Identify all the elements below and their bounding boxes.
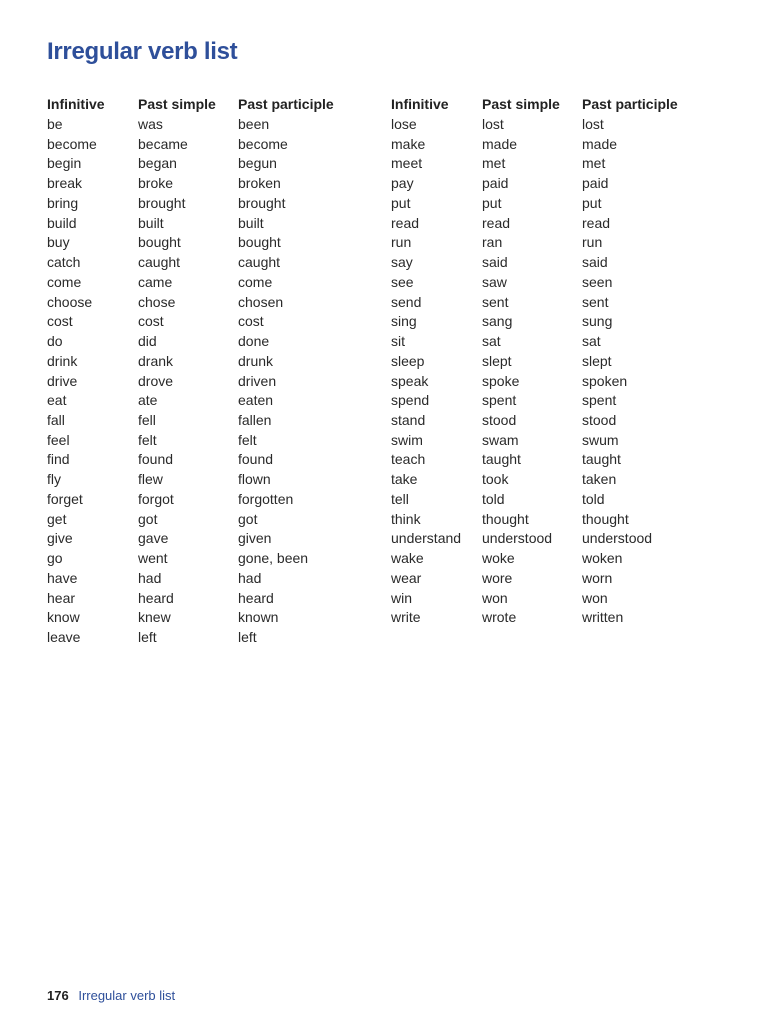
table-row: [47, 254, 388, 274]
past-participle-cell: sent: [582, 293, 609, 310]
past-simple-cell: put: [482, 194, 502, 211]
past-simple-cell: caught: [138, 254, 181, 271]
table-row: [47, 491, 388, 511]
infinitive-cell: make: [391, 135, 426, 152]
past-participle-cell: met: [582, 155, 606, 172]
past-simple-cell: became: [138, 135, 188, 152]
table-row: [47, 530, 388, 550]
past-participle-cell: heard: [238, 589, 274, 606]
table-row: [47, 550, 388, 570]
infinitive-cell: cost: [47, 313, 73, 330]
infinitive-cell: pay: [391, 175, 414, 192]
past-simple-cell: fell: [138, 412, 156, 429]
past-simple-cell: broke: [138, 175, 174, 192]
table-row: [391, 511, 732, 531]
table-row: [47, 511, 388, 531]
table-row: [391, 412, 732, 432]
past-simple-cell: left: [138, 629, 157, 646]
past-participle-cell: given: [238, 530, 272, 547]
past-simple-cell: taught: [482, 451, 521, 468]
past-participle-cell: known: [238, 609, 279, 626]
past-simple-cell: had: [138, 569, 162, 586]
past-participle-cell: swum: [582, 431, 619, 448]
past-simple-cell: woke: [482, 550, 515, 567]
table-row: [47, 590, 388, 610]
table-row: [47, 373, 388, 393]
past-participle-cell: said: [582, 254, 608, 271]
past-participle-cell: run: [582, 234, 603, 251]
past-participle-cell: taken: [582, 471, 617, 488]
past-participle-cell: spent: [582, 392, 617, 409]
infinitive-cell: send: [391, 293, 422, 310]
infinitive-cell: break: [47, 175, 83, 192]
infinitive-cell: have: [47, 569, 78, 586]
verb-table-right: [391, 96, 732, 629]
past-simple-cell: got: [138, 510, 158, 527]
infinitive-cell: get: [47, 510, 67, 527]
past-participle-cell: woken: [582, 550, 623, 567]
past-simple-cell: ate: [138, 392, 158, 409]
past-simple-cell: wore: [482, 569, 513, 586]
infinitive-cell: drive: [47, 372, 78, 389]
table-row: [47, 195, 388, 215]
infinitive-cell: forget: [47, 490, 83, 507]
infinitive-cell: know: [47, 609, 80, 626]
infinitive-cell: fall: [47, 412, 65, 429]
infinitive-cell: drink: [47, 352, 78, 369]
infinitive-cell: stand: [391, 412, 426, 429]
table-row: [391, 155, 732, 175]
past-participle-cell: caught: [238, 254, 281, 271]
past-participle-cell: flown: [238, 471, 271, 488]
past-participle-cell: cost: [238, 313, 264, 330]
table-row: [47, 451, 388, 471]
past-simple-cell: sent: [482, 293, 509, 310]
infinitive-cell: do: [47, 333, 63, 350]
table-row: [391, 451, 732, 471]
table-row: [47, 294, 388, 314]
infinitive-cell: read: [391, 214, 420, 231]
past-participle-cell: been: [238, 116, 270, 132]
infinitive-cell: fly: [47, 471, 61, 488]
table-row: [47, 471, 388, 491]
past-participle-cell: fallen: [238, 412, 272, 429]
infinitive-cell: eat: [47, 392, 67, 409]
past-simple-cell: did: [138, 333, 157, 350]
table-row: [391, 353, 732, 373]
past-simple-cell: came: [138, 273, 173, 290]
past-participle-cell: made: [582, 135, 618, 152]
past-simple-cell: flew: [138, 471, 163, 488]
past-simple-cell: built: [138, 214, 164, 231]
table-row: [391, 570, 732, 590]
infinitive-cell: put: [391, 194, 411, 211]
past-simple-cell: read: [482, 214, 511, 231]
table-row: [391, 609, 732, 629]
table-row: [47, 136, 388, 156]
past-participle-cell: stood: [582, 412, 617, 429]
past-simple-cell: was: [138, 116, 163, 132]
table-row: [47, 274, 388, 294]
past-simple-cell: lost: [482, 116, 504, 132]
past-simple-cell: brought: [138, 194, 186, 211]
past-participle-cell: read: [582, 214, 611, 231]
past-simple-cell: thought: [482, 510, 529, 527]
past-participle-cell: forgotten: [238, 490, 294, 507]
past-participle-cell: slept: [582, 352, 612, 369]
past-simple-cell: sang: [482, 313, 513, 330]
infinitive-cell: teach: [391, 451, 426, 468]
past-simple-cell: swam: [482, 431, 519, 448]
header-past-simple: Past simple: [482, 96, 560, 112]
past-simple-cell: paid: [482, 175, 509, 192]
past-participle-cell: paid: [582, 175, 609, 192]
table-row: [391, 491, 732, 511]
past-simple-cell: made: [482, 135, 518, 152]
table-row: [47, 432, 388, 452]
table-row: [391, 392, 732, 412]
past-simple-cell: forgot: [138, 490, 174, 507]
table-row: [47, 412, 388, 432]
infinitive-cell: understand: [391, 530, 462, 547]
header-past-participle: Past participle: [238, 96, 334, 112]
past-simple-cell: heard: [138, 589, 174, 606]
table-row: [391, 333, 732, 353]
table-row: [391, 313, 732, 333]
past-simple-cell: slept: [482, 352, 512, 369]
table-header-row: [47, 96, 388, 116]
past-participle-cell: got: [238, 510, 258, 527]
table-row: [47, 570, 388, 590]
header-past-simple: Past simple: [138, 96, 216, 112]
past-participle-cell: felt: [238, 431, 257, 448]
infinitive-cell: go: [47, 550, 63, 567]
past-simple-cell: cost: [138, 313, 164, 330]
past-simple-cell: won: [482, 589, 508, 606]
past-participle-cell: won: [582, 589, 608, 606]
past-participle-cell: had: [238, 569, 262, 586]
infinitive-cell: sleep: [391, 352, 425, 369]
table-row: [391, 590, 732, 610]
table-row: [391, 234, 732, 254]
past-participle-cell: thought: [582, 510, 629, 527]
header-infinitive: Infinitive: [391, 96, 449, 112]
past-simple-cell: felt: [138, 431, 157, 448]
past-participle-cell: done: [238, 333, 270, 350]
past-participle-cell: found: [238, 451, 274, 468]
table-header-row: [391, 96, 732, 116]
infinitive-cell: lose: [391, 116, 417, 132]
table-row: [391, 550, 732, 570]
infinitive-cell: tell: [391, 490, 409, 507]
infinitive-cell: think: [391, 510, 421, 527]
past-participle-cell: built: [238, 214, 264, 231]
footer-section-title: Irregular verb list: [78, 988, 176, 1003]
past-participle-cell: gone, been: [238, 550, 309, 567]
past-participle-cell: eaten: [238, 392, 274, 409]
verb-table-right-body: [391, 116, 732, 629]
past-participle-cell: driven: [238, 372, 277, 389]
infinitive-cell: be: [47, 116, 63, 132]
table-row: [391, 294, 732, 314]
infinitive-cell: become: [47, 135, 97, 152]
past-participle-cell: understood: [582, 530, 653, 547]
past-participle-cell: sat: [582, 333, 601, 350]
past-simple-cell: sat: [482, 333, 501, 350]
infinitive-cell: say: [391, 254, 413, 271]
header-past-participle: Past participle: [582, 96, 678, 112]
infinitive-cell: take: [391, 471, 418, 488]
infinitive-cell: wake: [391, 550, 424, 567]
past-simple-cell: went: [138, 550, 168, 567]
past-simple-cell: found: [138, 451, 174, 468]
page-number: 176: [47, 988, 69, 1003]
past-participle-cell: written: [582, 609, 624, 626]
past-participle-cell: lost: [582, 116, 604, 132]
table-row: [47, 234, 388, 254]
infinitive-cell: see: [391, 273, 414, 290]
table-row: [391, 136, 732, 156]
infinitive-cell: meet: [391, 155, 423, 172]
table-row: [391, 432, 732, 452]
table-row: [391, 274, 732, 294]
past-simple-cell: began: [138, 155, 177, 172]
table-row: [391, 254, 732, 274]
infinitive-cell: spend: [391, 392, 430, 409]
infinitive-cell: feel: [47, 431, 70, 448]
past-simple-cell: stood: [482, 412, 517, 429]
past-simple-cell: bought: [138, 234, 181, 251]
table-row: [47, 313, 388, 333]
infinitive-cell: buy: [47, 234, 70, 251]
past-simple-cell: saw: [482, 273, 507, 290]
table-row: [47, 333, 388, 353]
past-participle-cell: brought: [238, 194, 286, 211]
past-simple-cell: knew: [138, 609, 171, 626]
past-participle-cell: drunk: [238, 352, 274, 369]
past-simple-cell: said: [482, 254, 508, 271]
past-simple-cell: spent: [482, 392, 517, 409]
past-simple-cell: told: [482, 490, 505, 507]
infinitive-cell: leave: [47, 629, 81, 646]
past-participle-cell: seen: [582, 273, 613, 290]
infinitive-cell: come: [47, 273, 82, 290]
infinitive-cell: catch: [47, 254, 81, 271]
table-row: [47, 175, 388, 195]
past-simple-cell: took: [482, 471, 509, 488]
past-participle-cell: chosen: [238, 293, 284, 310]
table-row: [391, 530, 732, 550]
table-row: [47, 629, 388, 649]
page-title: Irregular verb list: [47, 38, 238, 65]
table-row: [391, 215, 732, 235]
table-row: [47, 353, 388, 373]
header-infinitive: Infinitive: [47, 96, 105, 112]
past-participle-cell: put: [582, 194, 602, 211]
infinitive-cell: sing: [391, 313, 417, 330]
past-participle-cell: worn: [582, 569, 613, 586]
infinitive-cell: find: [47, 451, 70, 468]
infinitive-cell: win: [391, 589, 413, 606]
table-row: [47, 155, 388, 175]
infinitive-cell: hear: [47, 589, 76, 606]
page-footer: [47, 988, 175, 1003]
past-simple-cell: wrote: [482, 609, 517, 626]
table-row: [47, 392, 388, 412]
infinitive-cell: begin: [47, 155, 82, 172]
past-simple-cell: drank: [138, 352, 174, 369]
infinitive-cell: swim: [391, 431, 423, 448]
past-participle-cell: broken: [238, 175, 281, 192]
past-simple-cell: gave: [138, 530, 169, 547]
infinitive-cell: sit: [391, 333, 405, 350]
past-participle-cell: sung: [582, 313, 613, 330]
past-simple-cell: understood: [482, 530, 553, 547]
infinitive-cell: run: [391, 234, 412, 251]
infinitive-cell: build: [47, 214, 77, 231]
past-participle-cell: come: [238, 273, 273, 290]
past-participle-cell: become: [238, 135, 288, 152]
infinitive-cell: choose: [47, 293, 93, 310]
past-participle-cell: bought: [238, 234, 281, 251]
past-simple-cell: ran: [482, 234, 503, 251]
past-participle-cell: left: [238, 629, 257, 646]
infinitive-cell: write: [391, 609, 421, 626]
past-simple-cell: chose: [138, 293, 176, 310]
past-participle-cell: spoken: [582, 372, 628, 389]
past-simple-cell: spoke: [482, 372, 520, 389]
infinitive-cell: speak: [391, 372, 429, 389]
past-participle-cell: taught: [582, 451, 621, 468]
past-participle-cell: told: [582, 490, 605, 507]
table-row: [47, 116, 388, 136]
verb-table-left-body: [47, 116, 388, 649]
infinitive-cell: bring: [47, 194, 79, 211]
infinitive-cell: give: [47, 530, 73, 547]
table-row: [391, 195, 732, 215]
table-row: [391, 471, 732, 491]
past-simple-cell: drove: [138, 372, 174, 389]
table-row: [391, 175, 732, 195]
table-row: [47, 215, 388, 235]
table-row: [391, 373, 732, 393]
past-participle-cell: begun: [238, 155, 277, 172]
table-row: [47, 609, 388, 629]
infinitive-cell: wear: [391, 569, 422, 586]
table-row: [391, 116, 732, 136]
past-simple-cell: met: [482, 155, 506, 172]
verb-table-left: [47, 96, 388, 649]
